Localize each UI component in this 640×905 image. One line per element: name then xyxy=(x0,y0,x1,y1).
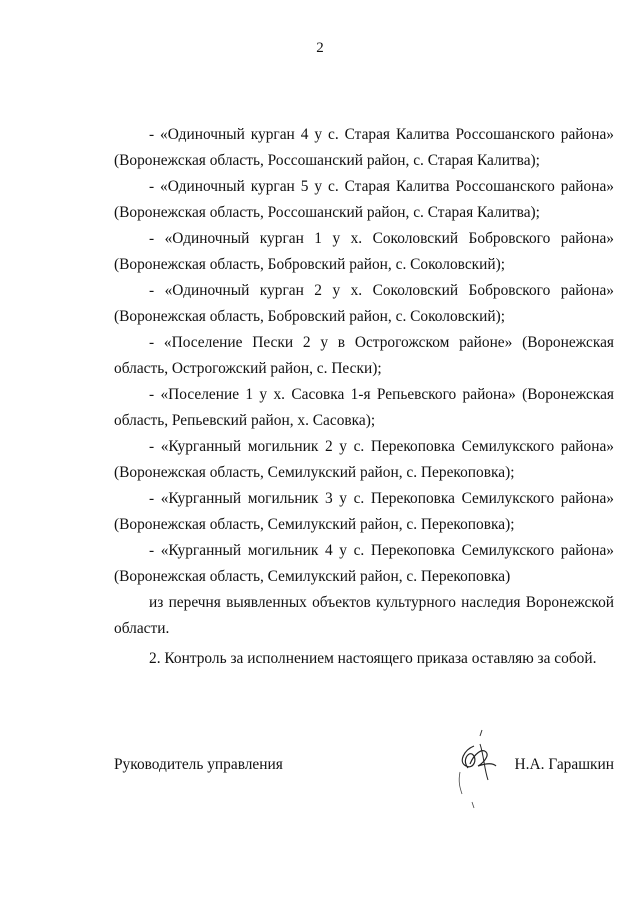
list-item xyxy=(114,538,614,590)
list-item-line-2: (Воронежская область, Семилукский район, с. Перекоповка); xyxy=(114,464,515,481)
list-item-line-2: (Воронежская область, Россошанский район, с. Старая Калитва); xyxy=(114,204,540,221)
list-item-line-2: (Воронежская область, Семилукский район, с. Перекоповка); xyxy=(114,516,515,533)
list-item-line-1: - «Курганный могильник 3 у с. Перекоповка Семилукского района» xyxy=(149,490,614,507)
control-clause: 2. Контроль за исполнением настоящего приказа оставляю за собой. xyxy=(149,650,597,667)
page-number: 2 xyxy=(316,40,324,56)
list-item-line-2: (Воронежская область, Россошанский район, с. Старая Калитва); xyxy=(114,152,540,169)
list-item-line-1: - «Одиночный курган 1 у х. Соколовский Бобровского района» xyxy=(149,230,614,247)
document-body xyxy=(114,122,614,672)
list-item-line-2: (Воронежская область, Семилукский район, с. Перекоповка) xyxy=(114,568,511,585)
list-item-line-2: область, Репьевский район, х. Сасовка); xyxy=(114,412,376,429)
list-item xyxy=(114,486,614,538)
signatory-name: Н.А. Гарашкин xyxy=(514,756,614,773)
list-item xyxy=(114,330,614,382)
list-item-line-1: - «Одиночный курган 2 у х. Соколовский Бобровского района» xyxy=(149,282,614,299)
list-item-line-1: - «Курганный могильник 4 у с. Перекоповка Семилукского района» xyxy=(149,542,614,559)
list-item-line-1: - «Одиночный курган 4 у с. Старая Калитва Россошанского района» xyxy=(149,126,614,143)
list-item-line-1: - «Курганный могильник 2 у с. Перекоповка Семилукского района» xyxy=(149,438,614,455)
list-item xyxy=(114,226,614,278)
list-item xyxy=(114,382,614,434)
list-item-line-1: - «Одиночный курган 5 у с. Старая Калитва Россошанского района» xyxy=(149,178,614,195)
list-item xyxy=(114,122,614,174)
list-item-line-1: - «Поселение Пески 2 у в Острогожском районе» (Воронежская xyxy=(149,334,614,351)
closing-line-1: из перечня выявленных объектов культурного наследия Воронежской xyxy=(149,594,614,611)
list-item-line-1: - «Поселение 1 у х. Сасовка 1-я Репьевского района» (Воронежская xyxy=(149,386,614,403)
closing-paragraph xyxy=(114,590,614,642)
list-item-line-2: (Воронежская область, Бобровский район, с. Соколовский); xyxy=(114,308,506,325)
list-item xyxy=(114,174,614,226)
list-item xyxy=(114,434,614,486)
list-item xyxy=(114,278,614,330)
closing-line-2: области. xyxy=(114,620,170,637)
signatory-title: Руководитель управления xyxy=(114,756,283,773)
list-item-line-2: (Воронежская область, Бобровский район, с. Соколовский); xyxy=(114,256,506,273)
handwritten-signature xyxy=(444,724,514,814)
list-item-line-2: область, Острогожский район, с. Пески); xyxy=(114,360,382,377)
